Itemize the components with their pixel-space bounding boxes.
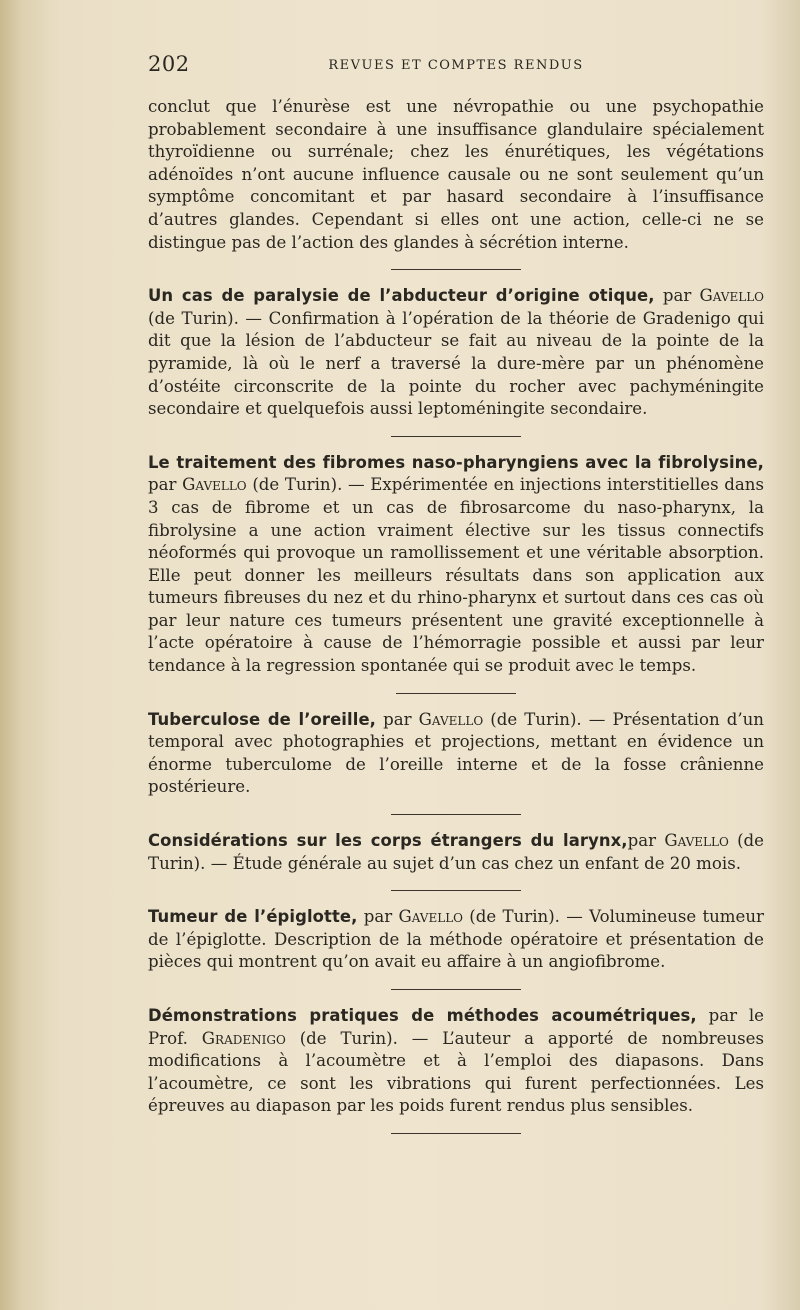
running-title: REVUES ET COMPTES RENDUS <box>328 58 584 73</box>
entry-by: par <box>376 709 419 729</box>
entry-epiglotte <box>148 906 764 974</box>
entry-title: Tumeur de l’épiglotte, <box>148 907 358 927</box>
entry-by: par <box>627 831 665 851</box>
entry-author: Gavello <box>182 475 247 495</box>
page-body <box>148 96 764 1149</box>
entry-author: Gradenigo <box>201 1028 286 1048</box>
separator-rule <box>391 436 521 437</box>
page-number: 202 <box>148 52 190 76</box>
entry-fibromes <box>148 452 764 678</box>
separator-rule <box>391 814 521 815</box>
separator-rule <box>391 890 521 891</box>
entry-title: Le traitement des fibromes naso-pharyngiens avec la fibrolysine, <box>148 452 764 472</box>
entry-title: Démonstrations pratiques de méthodes acoumétriques, <box>148 1006 697 1025</box>
entry-title: Considérations sur les corps étrangers du larynx, <box>148 831 628 851</box>
entry-affiliation: (de Turin). — <box>285 1028 443 1048</box>
entry-title: Tuberculose de l’oreille, <box>148 709 377 729</box>
entry-text: Volumineuse tumeur de l’épiglotte. Description de la méthode opératoire et présentation de pièces qui montrent qu’on avait eu affaire à un angiofibrome. <box>148 907 764 972</box>
entry-text: L’auteur a apporté de nombreuses modifications à l’acoumètre et à l’emploi des diapasons. Dans l’acoumètre, ce sont les vibrations qui furent perfectionnées. Les épreuves au diapason par les poids furent rendus plus sensibles. <box>148 1028 765 1116</box>
entry-text: Étude générale au sujet d’un cas chez un enfant de 20 mois. <box>232 853 741 873</box>
page-header <box>148 52 764 82</box>
entry-text: Expérimentée en injections interstitielles dans 3 cas de fibrome et un cas de fibrosarcome du naso-pharynx, la fibrolysine a une action vraiment élective sur les tissus connectifs néoformés qui provoque un ramollissement et une véritable absorption. Elle peut donner les meilleurs résultats dans son application aux tumeurs fibreuses du nez et du rhino-pharynx et surtout dans ces cas où par leur nature ces tumeurs présentent une gravité exceptionnelle à l’acte opératoire à cause de l’hémorragie possible et aussi par leur tendance à la regression spontanée qui se produit avec le temps. <box>148 475 764 676</box>
entry-affiliation: (de Turin). — <box>483 709 613 729</box>
entry-author: Gavello <box>664 831 729 851</box>
entry-by: par <box>148 475 183 495</box>
intro-paragraph: conclut que l’énurèse est une névropathie ou une psychopathie probablement secondaire à une insuffisance glandulaire spécialement thyroïdienne ou surrénale; chez les énurétiques, les végétations adénoïdes n’ont aucune influence causale ou ne sont seulement qu’un symptôme concomitant et par hasard secondaire à l’insuffisance d’autres glandes. Cependant si elles ont une action, celle-ci ne se distingue pas de l’action des glandes à sécrétion interne. <box>148 97 764 252</box>
entry-author: Gavello <box>699 286 765 306</box>
entry-author: Gavello <box>418 709 484 729</box>
entry-affiliation: (de Turin). — <box>148 308 269 328</box>
entry-by: par <box>357 907 399 927</box>
entry-text: Présentation d’un temporal avec photographies et projections, mettant en évidence un énorme tuberculome de l’oreille interne et de la fosse crânienne postérieure. <box>148 709 764 797</box>
entry-tuberculose <box>148 709 764 799</box>
separator-rule <box>396 693 516 694</box>
entry-by: par <box>654 286 700 306</box>
entry-corps-etrangers <box>148 830 764 875</box>
separator-rule <box>391 1133 521 1134</box>
entry-title: Un cas de paralysie de l’abducteur d’origine otique, <box>148 286 655 306</box>
entry-abducteur <box>148 285 764 421</box>
entry-author: Gavello <box>398 907 464 927</box>
entry-text: Confirmation à l’opération de la théorie de Gradenigo qui dit que la lésion de l’abducteur se fait au niveau de la pointe de la pyramide, là où le nerf a traversé la dure-mère par un phénomène d’ostéite circonscrite de la pointe du rocher avec pachyméningite secondaire et quelquefois aussi leptoméningite secondaire. <box>148 308 765 419</box>
entry-by: par le Prof. <box>148 1006 764 1048</box>
separator-rule <box>391 989 521 990</box>
entry-acoumetriques <box>148 1005 764 1118</box>
entry-affiliation: (de Turin). — <box>148 831 764 873</box>
separator-rule <box>391 269 521 270</box>
entry-affiliation: (de Turin). — <box>463 907 590 927</box>
entry-affiliation: (de Turin). — <box>246 475 371 495</box>
